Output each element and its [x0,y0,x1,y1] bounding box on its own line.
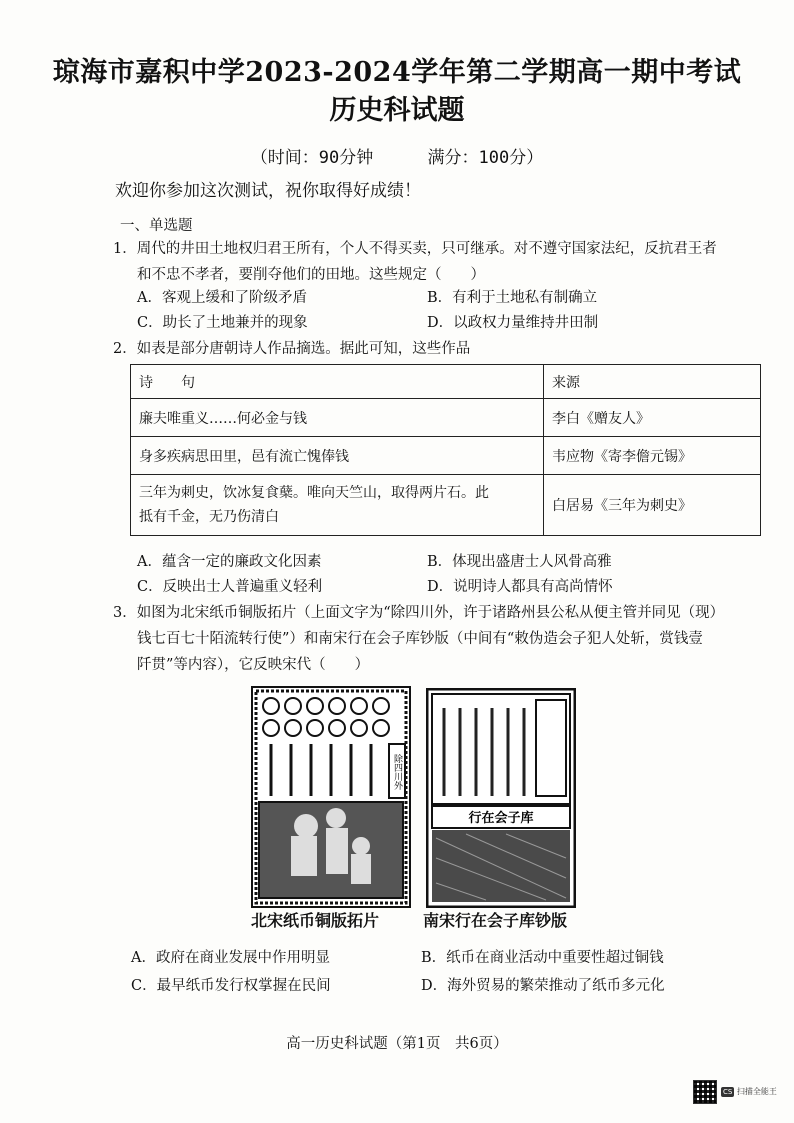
question-3-line2: 钱七百七十陌流转行使”）和南宋行在会子库钞版（中间有“敕伪造会子犯人处斩，赏钱壹 [137,631,703,647]
option-a: A．客观上缓和了阶级矛盾 [137,290,307,306]
section-heading: 一、单选题 [120,218,193,234]
poem-line: 抵有千金，无乃伤清白 [139,509,279,525]
figure-caption-left: 北宋纸币铜版拓片 [251,911,380,930]
figure-caption-right: 南宋行在会子库钞版 [423,911,568,930]
exam-score: 满分：100分） [427,148,544,168]
question-3-options [131,944,771,1000]
option-b: B．纸币在商业活动中重要性超过铜钱 [421,950,664,966]
question-3-line3: 阡贯”等内容），它反映宋代（ ） [137,657,370,673]
poem-table [130,364,761,536]
scanner-logo-icon: CS [723,1088,733,1096]
table-cell-source: 李白《赠友人》 [544,399,761,437]
option-d: D．以政权力量维持井田制 [427,315,599,331]
exam-time: （时间：90分钟 [250,148,374,168]
page-footer: 高一历史科试题（第1页 共6页） [286,1036,508,1052]
question-3-line1: 3．如图为北宋纸币铜版拓片（上面文字为“除四川外，许于诸路州县公私从便主管并同见（现） [113,605,725,621]
left-plate-text: 除四川外 [392,754,402,790]
option-c: C．助长了土地兼并的现象 [137,315,308,331]
question-1-line1: 1．周代的井田土地权归君王所有，个人不得买卖，只可继承。对不遵守国家法纪，反抗君王者 [113,241,717,257]
table-header-row [131,365,761,399]
option-d: D．说明诗人都具有高尚情怀 [427,579,613,595]
table-cell-poem: 身多疾病思田里，邑有流亡愧俸钱 [131,437,544,475]
exam-meta [0,143,794,168]
question-1-line2: 和不忠不孝者，要削夺他们的田地。这些规定（ ） [137,267,485,283]
right-plate-text: 行在会子库 [468,811,534,826]
question-2-options [137,550,757,600]
option-c: C．反映出士人普遍重义轻利 [137,579,323,595]
southern-song-banknote-plate [426,688,576,908]
question-3 [113,600,763,678]
option-a: A．政府在商业发展中作用明显 [131,950,330,966]
option-c: C．最早纸币发行权掌握在民间 [131,978,331,994]
poem-line: 三年为刺史，饮冰复食蘖。唯向天竺山，取得两片石。此 [139,485,489,501]
question-2-stem: 2．如表是部分唐朝诗人作品摘选。据此可知，这些作品 [113,341,471,357]
table-cell-poem: 廉夫唯重义……何必金与钱 [131,399,544,437]
table-header-poem: 诗 句 [131,365,544,399]
exam-subtitle: 历史科试题 [329,95,465,126]
option-b: B．体现出盛唐士人风骨高雅 [427,554,612,570]
table-cell-poem [131,475,544,536]
option-d: D．海外贸易的繁荣推动了纸币多元化 [421,978,665,994]
table-cell-source: 白居易《三年为刺史》 [544,475,761,536]
scanner-watermark [693,1080,777,1104]
table-header-source: 来源 [544,365,761,399]
table-row [131,437,761,475]
option-b: B．有利于土地私有制确立 [427,290,598,306]
exam-title: 琼海市嘉积中学2023-2024学年第二学期高一期中考试 [52,57,742,88]
option-a: A．蕴含一定的廉政文化因素 [137,554,322,570]
northern-song-banknote-rubbing [251,686,411,908]
qr-code-icon [693,1080,717,1104]
welcome-text: 欢迎你参加这次测试，祝你取得好成绩！ [115,181,421,201]
question-1-options [137,286,757,336]
question-2 [113,336,763,362]
table-row [131,399,761,437]
table-row [131,475,761,536]
question-1 [113,236,763,288]
scanner-label: 扫描全能王 [736,1087,777,1096]
table-cell-source: 韦应物《寄李儋元锡》 [544,437,761,475]
